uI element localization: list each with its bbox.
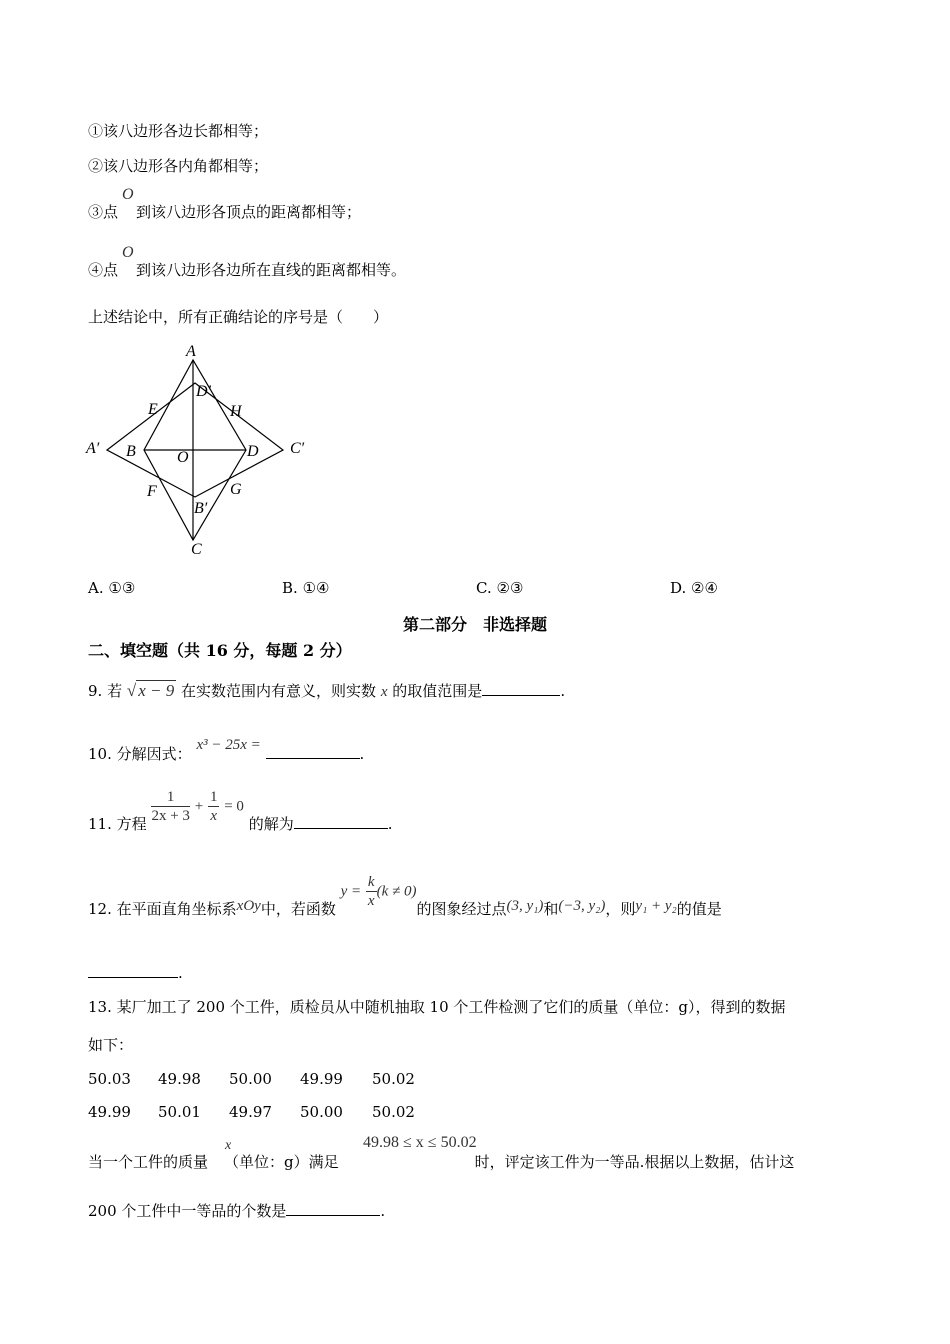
q9-variable: x xyxy=(380,684,388,700)
data-cell: 50.02 xyxy=(372,1070,415,1088)
option-a-letter: A. xyxy=(88,579,104,597)
q12-point-2: (−3, y₂) xyxy=(558,897,606,914)
q12-answer-line xyxy=(88,963,183,983)
q13-last-line xyxy=(88,1201,385,1221)
label-h: H xyxy=(230,403,242,420)
label-d-prime: D′ xyxy=(196,383,212,400)
q11-frac2-denominator: x xyxy=(210,808,218,824)
q13-condition-middle: （单位：g）满足 xyxy=(224,1153,339,1171)
q11-plus: + xyxy=(194,798,204,815)
option-c[interactable] xyxy=(476,578,523,598)
q9-answer-blank[interactable] xyxy=(482,681,560,696)
q12-period: . xyxy=(178,964,183,982)
data-cell: 49.99 xyxy=(300,1070,343,1088)
q13-answer-blank[interactable] xyxy=(286,1201,380,1216)
q10-period: . xyxy=(359,745,365,763)
q13-condition-prefix: 当一个工件的质量 xyxy=(88,1153,209,1171)
question-10 xyxy=(88,737,365,765)
statement-3-prefix: ③点 xyxy=(88,203,119,221)
data-cell: 49.99 xyxy=(88,1103,131,1121)
q11-suffix: 的解为 xyxy=(248,814,294,833)
label-b-prime: B′ xyxy=(194,500,208,517)
octagon-figure xyxy=(80,335,320,565)
question-11 xyxy=(88,788,393,833)
label-e: E xyxy=(148,401,158,418)
q9-radicand: x − 9 xyxy=(138,681,175,700)
q13-variable: x xyxy=(225,1138,232,1153)
q13-line-2: 如下： xyxy=(88,1036,134,1054)
q11-frac1-numerator: 1 xyxy=(151,788,189,807)
q12-middle-2: 的图象经过点 xyxy=(416,899,507,918)
q12-number: 12. xyxy=(88,899,112,918)
statement-4 xyxy=(88,260,406,280)
option-b[interactable] xyxy=(282,578,329,598)
label-a-prime: A′ xyxy=(86,440,100,457)
question-12 xyxy=(88,873,722,918)
q12-suffix: 的值是 xyxy=(676,899,722,918)
option-d-text: ②④ xyxy=(691,579,718,597)
q10-answer-blank[interactable] xyxy=(266,744,360,759)
q11-prefix: 方程 xyxy=(116,814,147,833)
option-b-text: ①④ xyxy=(302,579,330,597)
option-a-text: ①③ xyxy=(108,579,136,597)
q11-period: . xyxy=(387,814,393,833)
q9-number: 9. xyxy=(88,682,103,700)
statement-2: ②该八边形各内角都相等； xyxy=(88,157,269,175)
q12-prefix: 在平面直角坐标系 xyxy=(116,899,237,918)
q12-middle-3: ，则 xyxy=(605,899,636,918)
label-a: A xyxy=(186,343,196,360)
data-cell: 50.01 xyxy=(158,1103,201,1121)
q12-function-fraction xyxy=(366,873,377,910)
label-f: F xyxy=(147,483,157,500)
q13-range: 49.98 ≤ x ≤ 50.02 xyxy=(363,1134,477,1151)
q12-function-left: y = xyxy=(340,883,362,900)
q9-middle: 在实数范围内有意义，则实数 xyxy=(181,682,377,700)
option-c-letter: C. xyxy=(476,579,492,597)
statement-4-prefix: ④点 xyxy=(88,261,119,279)
q11-frac2-numerator: 1 xyxy=(209,789,218,805)
q13-last-text: 200 个工件中一等品的个数是 xyxy=(88,1202,287,1220)
q10-expression: x³ − 25x = xyxy=(196,737,261,753)
q10-prefix: 分解因式： xyxy=(116,745,192,763)
q9-sqrt: √ x − 9 xyxy=(126,681,175,700)
q12-sum: y₁ + y₂ xyxy=(635,897,677,914)
option-c-text: ②③ xyxy=(496,579,524,597)
data-cell: 50.02 xyxy=(372,1103,415,1121)
q11-fraction-2 xyxy=(208,788,220,825)
section-heading: 二、填空题（共 16 分，每题 2 分） xyxy=(88,641,352,660)
part-title: 第二部分 非选择题 xyxy=(402,615,547,634)
statement-3 xyxy=(88,202,361,222)
q13-period: . xyxy=(380,1202,386,1220)
square-a-prime xyxy=(107,383,283,497)
option-a[interactable] xyxy=(88,578,135,598)
data-cell: 50.00 xyxy=(229,1070,272,1088)
q11-equals: = 0 xyxy=(224,798,244,815)
q12-point-1: (3, y₁) xyxy=(506,897,544,914)
label-c: C xyxy=(191,541,202,558)
q13-condition-line xyxy=(88,1152,794,1172)
q13-line-1: 13. 某厂加工了 200 个工件，质检员从中随机抽取 10 个工件检测了它们的质量（单位：g），得到的数据 xyxy=(88,998,786,1016)
point-o-label: O xyxy=(122,244,134,261)
q12-and: 和 xyxy=(543,899,559,918)
q9-suffix: 的取值范围是 xyxy=(392,682,483,700)
question-9 xyxy=(88,681,565,702)
point-o-label: O xyxy=(122,186,134,203)
q12-condition: (k ≠ 0) xyxy=(376,883,417,900)
option-b-letter: B. xyxy=(282,579,298,597)
q12-answer-blank[interactable] xyxy=(88,963,178,978)
data-cell: 49.98 xyxy=(158,1070,201,1088)
q11-fraction-1 xyxy=(151,788,189,825)
q13-condition-suffix: 时，评定该工件为一等品.根据以上数据，估计这 xyxy=(474,1153,795,1171)
statement-4-text: 到该八边形各边所在直线的距离都相等。 xyxy=(136,261,407,279)
data-cell: 50.03 xyxy=(88,1070,131,1088)
data-cell: 49.97 xyxy=(229,1103,272,1121)
q11-number: 11. xyxy=(88,814,112,833)
q9-prefix: 若 xyxy=(107,682,123,700)
q12-middle-1: 中，若函数 xyxy=(260,899,336,918)
option-d-letter: D. xyxy=(670,579,687,597)
statement-3-text: 到该八边形各顶点的距离都相等； xyxy=(136,203,362,221)
q11-frac1-denominator: 2x + 3 xyxy=(151,808,190,824)
label-d: D xyxy=(247,443,259,460)
label-o: O xyxy=(177,449,189,466)
label-b: B xyxy=(126,443,136,460)
question-prompt: 上述结论中，所有正确结论的序号是（ ） xyxy=(88,308,389,326)
q10-number: 10. xyxy=(88,745,112,763)
q12-coordinate-system: xOy xyxy=(236,897,261,914)
option-d[interactable] xyxy=(670,578,718,598)
label-c-prime: C′ xyxy=(290,440,305,457)
q9-period: . xyxy=(560,682,566,700)
q12-fraction-numerator: k xyxy=(367,874,375,890)
label-g: G xyxy=(230,481,242,498)
q11-answer-blank[interactable] xyxy=(294,814,388,829)
q12-fraction-denominator: x xyxy=(367,893,375,909)
data-cell: 50.00 xyxy=(300,1103,343,1121)
statement-1: ①该八边形各边长都相等； xyxy=(88,122,269,140)
